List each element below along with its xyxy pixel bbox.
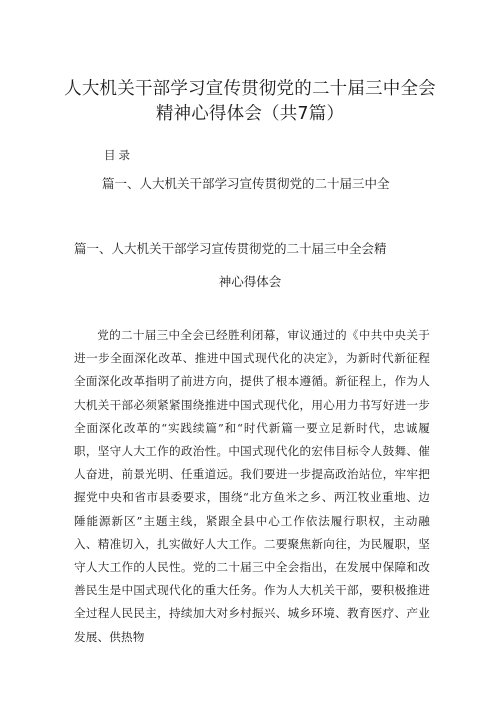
body-paragraph: 党的二十届三中全会已经胜利闭幕，审议通过的《中共中央关于进一步全面深化改革、推进中国式现代化的决定》，为新时代新征程全面深化改革指明了前进方向，提供了根本遵循。新征程上，作为人大机关干部必须紧紧围绕推进中国式现代化，用心用力书写好进一步全面深化改革的“实践续篇”和“时代新篇一要立足新时代，忠诚履职，坚守人大工作的政治性。中国式现代化的宏伟目标令人鼓舞、催人奋进，前景光明、任重道远。我们要进一步提高政治站位，牢牢把握党中央和省市县委要求，围绕“北方鱼米之乡、两江牧业重地、边陲能源新区”主题主线，紧跟全县中心工作依法履行职权，主动融入、精准切入，扎实做好人大工作。二要聚焦新向往，为民履职，坚守人大工作的人民性。党的二十届三中全会指出，在发展中保障和改善民生是中国式现代化的重大任务。作为人大机关干部，要积极推进全过程人民民主，持续加大对乡村振兴、城乡环境、教育医疗、产业发展、供热物 bbox=[74, 328, 430, 644]
toc-item[interactable]: 篇一、人大机关干部学习宣传贯彻党的二十届三中全 bbox=[102, 176, 390, 191]
section-heading-continued: 神心得体会 bbox=[218, 274, 282, 289]
toc-label: 目录 bbox=[104, 148, 133, 162]
document-title: 人大机关干部学习宣传贯彻党的二十届三中全会精神心得体会（共7篇） bbox=[64, 79, 436, 124]
section-heading: 篇一、人大机关干部学习宣传贯彻党的二十届三中全会精 bbox=[74, 241, 387, 256]
